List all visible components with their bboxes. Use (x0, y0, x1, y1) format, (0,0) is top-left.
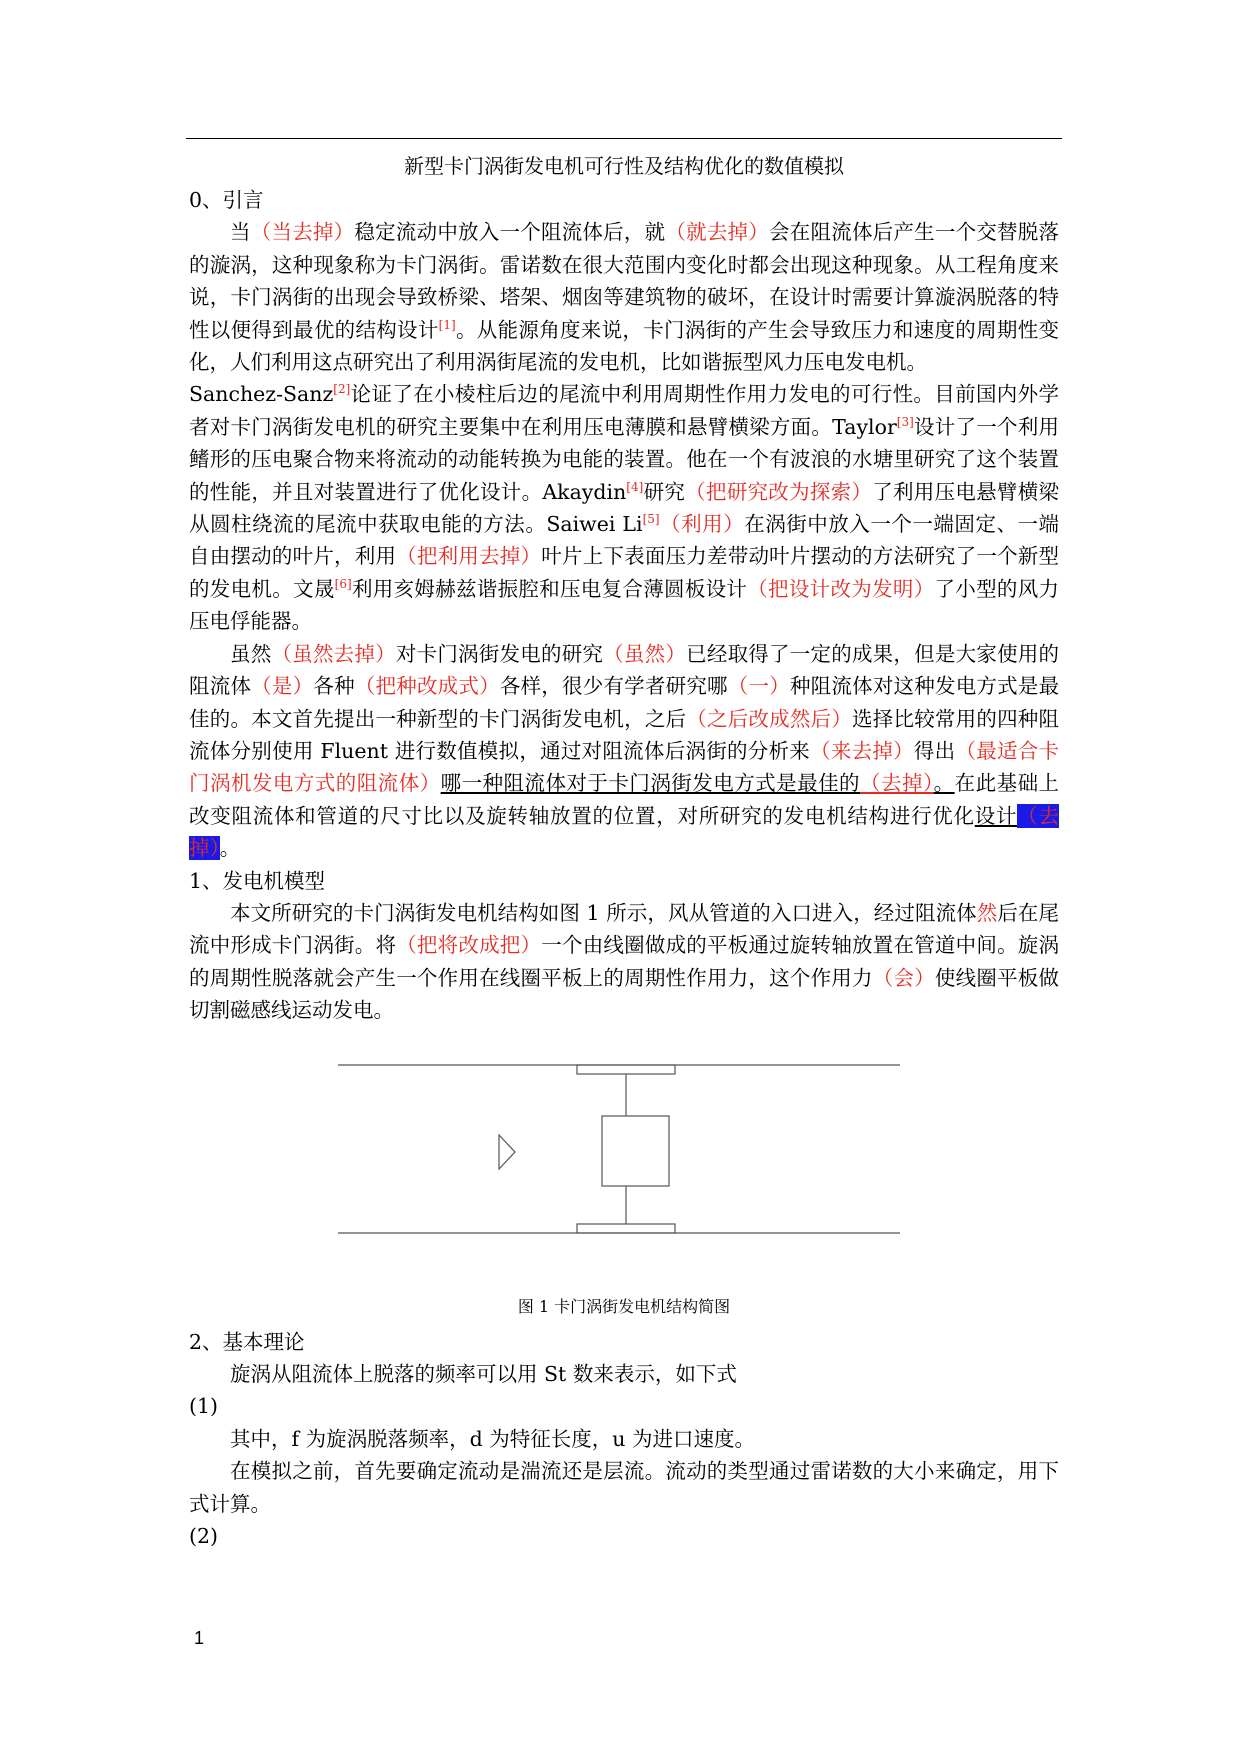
text-run: 设计了一个利用鳍形的压电聚合物来将流动的动能转换为电能的装置。他在一个有波浪的水塘里研究了这个装置的性能，并且对装置进行了优化设计。Akaydin (189, 414, 1059, 504)
text-run: 。从能源角度来说，卡门涡街的产生会导致压力和速度的周期性变化，人们利用这点研究出了利用涡街尾流的发电机，比如谐振型风力压电发电机。 (189, 317, 1060, 375)
text-run: 研究 (643, 479, 686, 504)
edit-annotation: （是） (251, 674, 314, 699)
edit-annotation: （把设计改为发明） (747, 576, 935, 601)
edit-annotation: （虽然去掉） (271, 641, 396, 666)
header-rule (186, 138, 1062, 139)
citation-1[interactable]: [1] (438, 317, 456, 332)
section-heading-theory: 2、基本理论 (189, 1329, 305, 1354)
citation-3[interactable]: [3] (896, 414, 914, 429)
page-title: 新型卡门涡街发电机可行性及结构优化的数值模拟 (404, 154, 844, 178)
text-run: 选择比较常用的四种阻流体分别使用 Fluent 进行数值模拟，通过对阻流体后涡街的分析来 (189, 706, 1060, 763)
page-number: 1 (194, 1628, 205, 1648)
section-heading-intro: 0、引言 (189, 188, 264, 212)
citation-6[interactable]: [6] (334, 576, 352, 591)
text-run: 。 (219, 836, 241, 861)
edit-annotation: （一） (727, 674, 790, 699)
coil-plate (602, 1116, 669, 1186)
citation-2[interactable]: [2] (333, 382, 351, 397)
edit-annotation: （去掉） (860, 771, 934, 796)
text-run: 已经取得了一定的成果，但是大家使用的阻流体 (189, 641, 1060, 699)
intro-paragraph-3 (189, 638, 1059, 865)
edit-annotation: （就去掉） (665, 220, 770, 245)
intro-paragraph-1 (189, 216, 1059, 378)
text-run: 使线圈平板做切割磁感线运动发电。 (189, 965, 1060, 1023)
edit-annotation: （最适合卡门涡机发电方式的阻流体） (189, 738, 1060, 796)
text-run: 叶片上下表面压力差带动叶片摆动的方法研究了一个新型的发电机。文晟 (189, 544, 1060, 601)
text-run: 在涡街中放入一个一端固定、一端自由摆动的叶片，利用 (189, 512, 1060, 569)
generator-diagram (189, 1041, 1059, 1286)
edit-annotation: （把将改成把） (396, 933, 542, 958)
text-run: 论证了在小棱柱后边的尾流中利用周期性作用力发电的可行性。目前国内外学者对卡门涡街发电机的研究主要集中在利用压电薄膜和悬臂横梁方面。Taylor (189, 382, 1059, 439)
edit-annotation: （之后改成然后） (686, 706, 853, 731)
text-run: 本文所研究的卡门涡街发电机结构如图 1 所示，风从管道的入口进入，经过阻流体 (230, 900, 977, 925)
text-run: 种阻流体对这种发电方式是最佳的。本文首先提出一种新型的卡门涡街发电机，之后 (189, 674, 1060, 731)
text-run: 了利用压电悬臂横梁从圆柱绕流的尾流中获取电能的方法。Saiwei Li (189, 479, 1060, 537)
text-run: 得出 (913, 738, 956, 763)
text-run: 虽然 (230, 641, 272, 666)
equation-number-2: (2) (189, 1524, 219, 1548)
figure-1 (189, 1041, 1059, 1326)
text-run: 了小型的风力压电俘能器。 (189, 576, 1060, 634)
text-run: 稳定流动中放入一个阻流体后，就 (354, 220, 666, 245)
edit-annotation: （把研究改为探索） (685, 479, 873, 504)
text-run: 后在尾流中形成卡门涡街。将 (189, 900, 1060, 958)
tracked-insertion: 设计 (974, 803, 1018, 828)
citation-5[interactable]: [5] (642, 512, 660, 527)
document-body (189, 184, 1059, 1552)
edit-annotation: （虽然） (603, 641, 687, 666)
edit-annotation: （会） (872, 965, 935, 990)
text-run: 一个由线圈做成的平板通过旋转轴放置在管道中间。旋涡的周期性脱落就会产生一个作用在线圈平板上的周期性作用力，这个作用力 (189, 933, 1060, 990)
theory-paragraph-1: 旋涡从阻流体上脱落的频率可以用 St 数来表示，如下式 (230, 1361, 737, 1386)
edit-annotation: （来去掉） (810, 738, 914, 763)
text-run: 会在阻流体后产生一个交替脱落的漩涡，这种现象称为卡门涡街。雷诺数在很大范围内变化时都会出现这种现象。从工程角度来说，卡门涡街的出现会导致桥梁、塔架、烟囱等建筑物的破坏，在设计时需要计算漩涡脱落的特性以便得到最优的结构设计 (189, 220, 1060, 342)
theory-paragraph-3: 在模拟之前，首先要确定流动是湍流还是层流。流动的类型通过雷诺数的大小来确定，用下式计算。 (189, 1459, 1059, 1516)
theory-paragraph-2: 其中，f 为旋涡脱落频率，d 为特征长度，u 为进口速度。 (230, 1426, 755, 1451)
highlighted-annotation[interactable]: （去掉） (189, 803, 1060, 861)
section-heading-model: 1、发电机模型 (189, 868, 326, 893)
intro-paragraph-2 (189, 378, 1059, 637)
text-run: 各种 (313, 674, 355, 699)
edit-annotation: （利用） (659, 512, 745, 537)
equation-number-1: (1) (189, 1394, 219, 1419)
figure-caption: 图 1 卡门涡街发电机结构简图 (517, 1296, 731, 1316)
text-run: 对卡门涡街发电的研究 (395, 641, 604, 666)
bluff-body-triangle (499, 1135, 515, 1169)
tracked-insertion: 哪一种阻流体对于卡门涡街发电方式是最佳的 (440, 771, 861, 796)
edit-annotation: 然 (976, 900, 998, 925)
text-run: 当 (230, 220, 251, 245)
bottom-bearing (577, 1224, 675, 1233)
text-run: Sanchez-Sanz (189, 382, 334, 407)
edit-annotation: （把种改成式） (354, 674, 500, 699)
top-bearing (577, 1065, 675, 1074)
model-paragraph-1 (189, 897, 1059, 1027)
citation-4[interactable]: [4] (626, 479, 644, 494)
text-run: 利用亥姆赫兹谐振腔和压电复合薄圆板设计 (351, 576, 748, 601)
edit-annotation: （当去掉） (250, 220, 355, 245)
edit-annotation: （把利用去掉） (396, 544, 542, 569)
text-run: 在此基础上改变阻流体和管道的尺寸比以及旋转轴放置的位置，对所研究的发电机结构进行优化 (189, 771, 1060, 828)
text-run: 。 (933, 771, 955, 796)
text-run: 各样，很少有学者研究哪 (499, 674, 728, 699)
